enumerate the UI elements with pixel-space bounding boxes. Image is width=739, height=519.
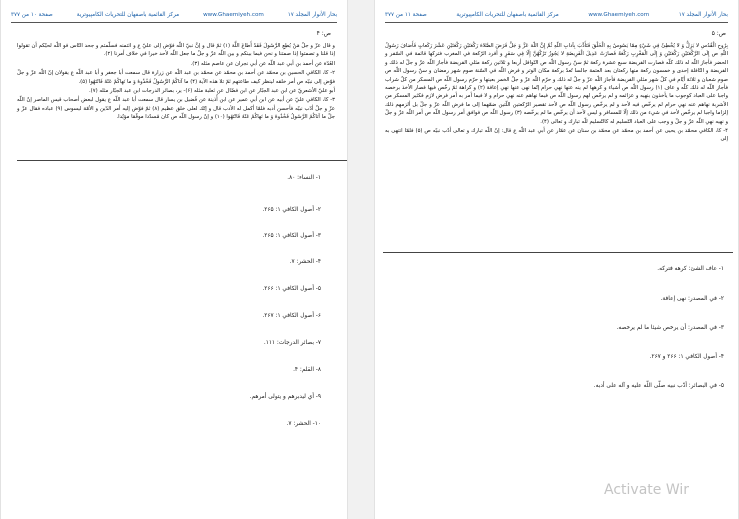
header-site[interactable]: www.Ghaemiyeh.com bbox=[203, 12, 264, 18]
activation-watermark: Activate Wir bbox=[604, 482, 690, 498]
page-number: ص: ۴ bbox=[316, 30, 331, 37]
main-text bbox=[17, 42, 335, 160]
footnote: ۳- أصول الكافي ۱: ۲۶۵. bbox=[262, 233, 321, 239]
footnote: ۷- بصائر الدرجات: ۱۱۱. bbox=[263, 340, 321, 346]
text-paragraph: بِرُوحِ الْقُدُسِ لا يَزِلُّ وَ لا يُخْطِئُ فِي شَيْءٍ مِمّا يَسُوسُ بِهِ الْخَلْقَ فَتَأَدَّبَ بِآدابِ اللّهِ ثُمَّ إِنَّ اللّهَ عَزَّ وَ جَلَّ فَرَضَ الصَّلاةَ رَكْعَتَيْنِ رَكْعَتَيْنِ عَشْرَ رَكَعاتٍ فَأَضافَ رَسُولُ اللّهِ ص إِلَى الرَّكْعَتَيْنِ رَكْعَتَيْنِ وَ إِلَى الْمَغْرِبِ رَكْعَةً فَصارَتْ عَدِيلَ الْفَرِيضَةِ لا يَجُوزُ تَرْكُهُنَّ إِلّا فِي سَفَرٍ و أفرد الرّكعة في المغرب فتركها قائمة في السّفر و الحضر فأجاز اللّه له ذلك كلّه فصارت الفريضة سبع عشرة ركعة ثمّ سنّ رسول اللّه ص النّوافل أربعا و ثلاثين ركعة مثلي الفريضة فأجاز اللّه عزّ و جلّ له ذلك و الفريضة و النّافلة إحدى و خمسون ركعة منها ركعتان بعد العتمة جالسا تُعدّ بركعة مكان الوتر و فرض اللّه في السّنة صوم شهر رمضان و سنّ رسول اللّه ص صوم شعبان و ثلاثة أيّام في كلّ شهر مثلي الفريضة فأجاز اللّه عزّ و جلّ له ذلك و حرّم اللّه عزّ و جلّ الخمر بعينها و حرّم رسول اللّه ص المسكر من كلّ شراب فأجاز اللّه له ذلك كلّه و عاف (۱) رسول اللّه ص أشياء و كرهها لم ينه عنها نهي حرام إنّما نهى عنها نهي إعافة (۲) و كراهة ثمّ رخّص فيها فصار الأخذ برخصه واجبا على العباد كوجوب ما يأخذون بنهيه و عزائمه و لم يرخّص لهم رسول اللّه ص فيما نهاهم عنه نهي حرام و لا فيما أمر به أمر فرض لازم فكثير المسكر من الأشربة نهاهم عنه نهي حرام لم يرخّص فيه لأحد و لم يرخّص رسول اللّه ص لأحد تقصير الرّكعتين اللّتين ضمّهما إلى ما فرض اللّه عزّ و جلّ بل ألزمهم ذلك إلزاما واجبا لم يرخّص لأحد في شيء من ذلك إلّا للمسافر و ليس لأحد أن يرخّص ما لم يرخّصه (۳) رسول اللّه ص فوافق أمر رسول اللّه ص أمر اللّه عزّ و جلّ و نهيه نهي اللّه عزّ و جلّ و وجب على العباد التّسليم له كالتّسليم للّه تبارك و تعالى (۴). bbox=[385, 43, 728, 125]
book-title: بحار الأنوار المجلد ١٧ bbox=[287, 12, 337, 18]
text-paragraph: ۴- كا، الكافي محمّد بن يحيى عن أحمد بن محمّد عن محمّد بن سنان عن عمّار عن أبي عبد اللّه ع قال: إنّ اللّه تبارك و تعالى أدّب نبيّه ص (۵) فلمّا انتهى به إلى bbox=[385, 128, 728, 143]
footnote: ۴- أصول الكافي ۱: ۲۶۶ و ۲۶۷. bbox=[649, 354, 724, 360]
header-site[interactable]: www.Ghaemiyeh.com bbox=[588, 12, 650, 18]
book-title: بحار الأنوار المجلد ١٧ bbox=[678, 12, 728, 18]
text-paragraph: ۳- كا، الكافي عليّ عن أبيه عن ابن أبي عمير عن ابن أُذينة عن فُضيل بن يسار قال سمعت أبا عبد اللّه ع يقول لبعض أصحاب قيس الماصر إنّ اللّه عزّ و جلّ أدّب نبيّه فأحسن أدبه فلمّا أكمل له الأدب قال و إنّك لعلى خلق عظيم (۸) ثمّ فوّض إليه أمر الدّين و الأمّة ليسوس (۹) عباده فقال عزّ و جلّ ما آتاكُمُ الرَّسُولُ فَخُذُوهُ وَ ما نَهاكُمْ عَنْهُ فَانْتَهُوا (۱۰) و إنّ رسول اللّه ص كان مُسدّدا موفّقا مؤيّدا. bbox=[17, 97, 336, 121]
footnotes bbox=[385, 266, 724, 506]
header-divider bbox=[11, 22, 337, 23]
footnote: ۲- في المصدر: نهى إعافة. bbox=[660, 296, 724, 302]
text-paragraph: ۲- كا، الكافي الحسين بن محمّد عن أحمد بن محمّد عن محمّد بن عبد اللّه عن زرارة قال سمعت أبا جعفر و أبا عبد اللّه ع يقولان إنّ اللّه عزّ و جلّ فوّض إلى نبيّه ص أمر خلقه لينظر كيف طاعتهم ثمّ تلا هذه الآية (۴) ما آتاكُمُ الرَّسُولُ فَخُذُوهُ وَ ما نَهاكُمْ عَنْهُ فَانْتَهُوا (۵). bbox=[17, 70, 335, 85]
footnote: ۴- الحشر: ۷. bbox=[289, 259, 321, 265]
text-paragraph: العُدّة عن أحمد بن أبي عبد اللّه عن أبي نجران عن عاصم مثله (۳). bbox=[190, 60, 335, 67]
main-text bbox=[385, 42, 728, 250]
footnote: ۵- في البصائر: أدّب نبيه صلّى اللّه عليه و آله على أدبه. bbox=[593, 383, 724, 389]
footnote: ۱۰- الحشر: ۷. bbox=[286, 421, 321, 427]
footnote: ۹- أي ليدبرهم و يتولى أمرهم. bbox=[249, 394, 321, 400]
left-page bbox=[0, 0, 348, 519]
text-paragraph: و قال عزّ و جلّ مَنْ يُطِعِ الرَّسُولَ فَقَدْ أَطاعَ اللَّهَ (۱) ثمّ قال و إنَّ نبيّ اللّه فوّض إلى عليّ ع و ائتمنه فسلّمتم و جحد النّاس فو اللّه لحيّكم أن تقولوا إذا قلنا و تصمتوا إذا صمتنا و نحن فيما بينكم و بين اللّه عزّ و جلّ ما جعل اللّه لأحد خيرا في خلاف أمرنا (۲). bbox=[17, 43, 335, 58]
page-counter: صفحة ۱۱ من ٣٧٧ bbox=[385, 12, 427, 18]
header-center: مركز القائمية باصفهان للتحريات الكامپيوترية bbox=[456, 12, 559, 18]
footnote: ۶- أصول الكافي ۱: ۲۶۷. bbox=[262, 313, 321, 319]
header-center: مركز القائمية باصفهان للتحريات الكامپيوترية bbox=[76, 12, 180, 18]
page-gap bbox=[348, 0, 374, 519]
footnote: ۵- أصول الكافي ۱: ۲۶۶. bbox=[262, 286, 321, 292]
text-paragraph: أبو عليّ الأشعريّ عن ابن عبد الجبّار عن ابن فضّال عن ثعلبة مثله (۶)- ير، بصائر الدرجات ابن عبد الجبّار مثله (۷). bbox=[88, 88, 335, 95]
footnote: ۱- النساء: ۸۰. bbox=[287, 175, 321, 181]
footnote: ۸- القلم: ۴. bbox=[293, 367, 321, 373]
footnote-divider bbox=[383, 252, 733, 253]
footnote: ۳- في المصدر: أن يرخص شيئا ما لم يرخصه. bbox=[616, 325, 724, 331]
page-number: ص: ۵ bbox=[711, 30, 726, 37]
page-header bbox=[11, 8, 337, 22]
right-page bbox=[374, 0, 739, 519]
footnote: ۲- أصول الكافي ۱: ۲۶۵. bbox=[262, 207, 321, 213]
page-counter: صفحة ١٠ من ٣٧٧ bbox=[11, 12, 53, 18]
footnote: ۱- عاف الشئ: كرهه فتركه. bbox=[657, 266, 724, 272]
header-divider bbox=[385, 22, 728, 23]
page-header bbox=[385, 8, 728, 22]
footnote-divider bbox=[17, 160, 347, 161]
footnotes bbox=[17, 175, 321, 475]
